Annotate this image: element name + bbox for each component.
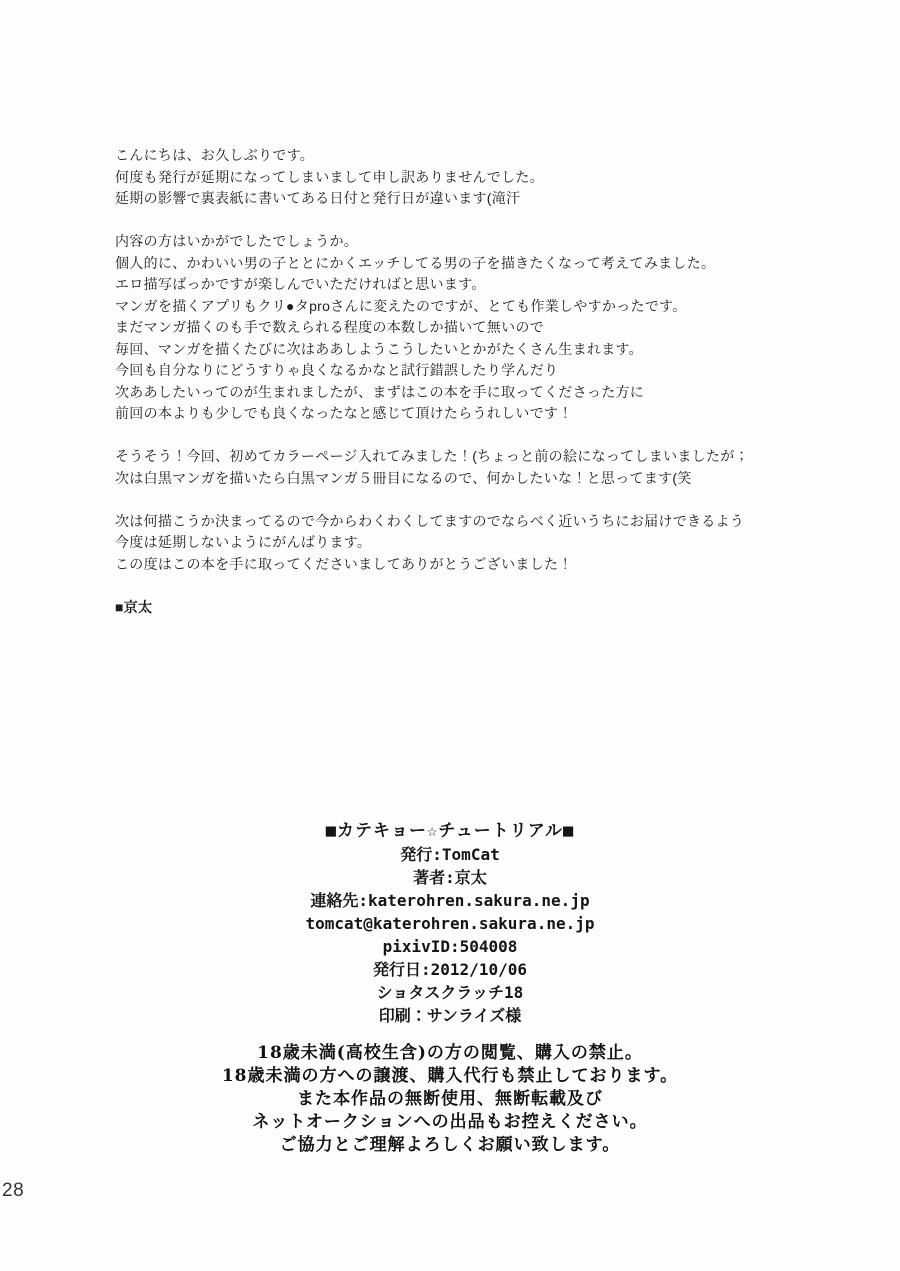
contact-email-line: tomcat@katerohren.sakura.ne.jp [305,914,595,933]
text-line: こんにちは、お久しぶりです。 [115,147,315,163]
book-title: ■カテキョー☆チュートリアル■ [325,821,575,841]
text-line: 内容の方はいかがでしたでしょうか。 [115,233,359,249]
printer-line: 印刷：サンライズ様 [378,1006,522,1025]
text-line: 延期の影響で裏表紙に書いてある日付と発行日が違います(滝汗 [115,190,521,206]
text-line: まだマンガ描くのも手で数えられる程度の本数しか描いて無いので [115,319,544,335]
text-line: 次ああしたいってのが生まれましたが、まずはこの本を手に取ってくださった方に [115,383,645,400]
page-number: 28 [2,1180,25,1201]
colophon [0,820,900,1027]
text-line: この度はこの本を手に取ってくださいましてありがとうございました！ [115,555,573,572]
afterword-paragraph [115,231,815,425]
afterword-paragraph [115,511,815,576]
pixiv-id-line: pixivID:504008 [382,937,518,956]
afterword-paragraph [115,145,815,210]
disclaimer-line: 18歳未満(高校生含)の方の閲覧、購入の禁止。 [257,1043,643,1063]
disclaimer-line: また本作品の無断使用、無断転載及び [297,1089,603,1109]
text-line: 前回の本よりも少しでも良くなったなと感じて頂けたらうれしいです！ [115,405,573,421]
text-line: そうそう！今回、初めてカラーページ入れてみました！(ちょっと前の絵になってしまいましたが； [115,448,749,464]
text-line: 今度は延期しないようにがんばります。 [115,534,372,550]
age-restriction-disclaimer [0,1042,900,1157]
text-line: 今回も自分なりにどうすりゃ良くなるかなと試行錯誤したり学んだり [115,362,559,378]
publisher-line: 発行:TomCat [400,845,500,864]
text-line: 毎回、マンガを描くたびに次はああしようこうしたいとかがたくさん生まれます。 [115,340,643,357]
disclaimer-line: ご協力とご理解よろしくお願い致します。 [279,1135,621,1155]
disclaimer-line: ネットオークションへの出品もお控えください。 [252,1112,648,1132]
contact-website-line: 連絡先:katerohren.sakura.ne.jp [310,891,590,910]
text-line: 個人的に、かわいい男の子ととにかくエッチしてる男の子を描きたくなって考えてみました。 [115,254,716,271]
text-line: エロ描写ばっかですが楽しんでいただければと思います。 [115,276,486,292]
text-line: 次は何描こうか決まってるので今からわくわくしてますのでならべく近いうちにお届けできるよう [115,512,745,529]
afterword-text [115,145,815,618]
author-line: 著者:京太 [413,868,487,887]
text-line: 何度も発行が延期になってしまいまして申し訳ありませんでした。 [115,168,544,185]
publication-date-line: 発行日:2012/10/06 [373,960,527,979]
afterword-paragraph [115,446,815,489]
disclaimer-line: 18歳未満の方への譲渡、購入代行も禁止しております。 [221,1066,679,1086]
text-line: マンガを描くアプリもクリ●タproさんに変えたのですが、とても作業しやすかったです。 [115,297,687,314]
author-signature: ■京太 [115,598,153,615]
event-name-line: ショタスクラッチ18 [376,983,524,1002]
text-line: 次は白黒マンガを描いたら白黒マンガ５冊目になるので、何かしたいな！と思ってます(笑 [115,469,692,486]
